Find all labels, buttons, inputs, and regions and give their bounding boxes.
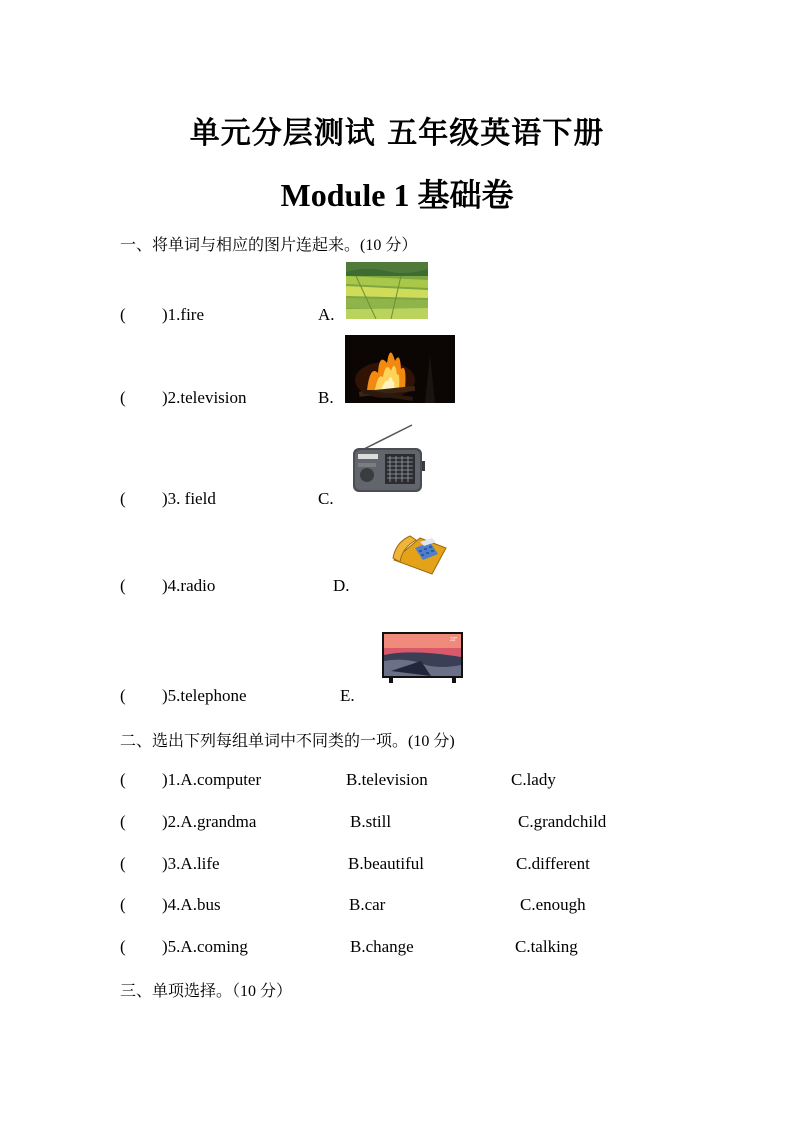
subtitle-volume: 基础卷 bbox=[417, 176, 514, 214]
s2-item2-b: B.still bbox=[350, 812, 392, 831]
s1-item5-paren[interactable]: ( bbox=[120, 686, 126, 705]
s2-item5-a: )5.A.coming bbox=[162, 937, 248, 956]
s2-item2-paren[interactable]: ( bbox=[120, 812, 126, 831]
s2-item4-paren[interactable]: ( bbox=[120, 895, 126, 914]
subtitle-module: Module 1 bbox=[280, 177, 418, 213]
s2-item5-c: C.talking bbox=[515, 937, 578, 956]
page-subtitle bbox=[0, 170, 794, 216]
s1-item4-paren[interactable]: ( bbox=[120, 576, 126, 595]
s2-item1-a: )1.A.computer bbox=[162, 770, 262, 789]
s1-item3-paren[interactable]: ( bbox=[120, 489, 126, 508]
field-picture bbox=[346, 262, 428, 319]
s2-item3-paren[interactable]: ( bbox=[120, 854, 126, 873]
s1-item3-word: )3. field bbox=[162, 489, 216, 508]
section1-heading-text: 一、将单词与相应的图片连起来。 bbox=[120, 235, 361, 254]
section1-heading bbox=[120, 232, 417, 255]
telephone-picture-svg bbox=[390, 528, 448, 578]
section1-score: (10 分） bbox=[360, 237, 418, 254]
fire-picture-svg bbox=[345, 335, 455, 403]
section3-heading-text: 三、单项选择。 bbox=[120, 981, 233, 1000]
s2-item4-a: )4.A.bus bbox=[162, 895, 221, 914]
section2-heading bbox=[120, 728, 455, 751]
s2-item2-a: )2.A.grandma bbox=[162, 812, 257, 831]
s2-item1-b: B.television bbox=[346, 770, 428, 789]
tv-size-badge: 32" bbox=[450, 637, 458, 643]
s2-item2-c: C.grandchild bbox=[518, 812, 607, 831]
s1-item2-word: )2.television bbox=[162, 388, 247, 407]
section2-heading-text: 二、选出下列每组单词中不同类的一项。 bbox=[120, 731, 409, 750]
telephone-picture bbox=[390, 528, 448, 578]
page-title: 单元分层测试 五年级英语下册 bbox=[189, 116, 605, 151]
s2-item4-b: B.car bbox=[349, 895, 386, 914]
s1-item2-paren[interactable]: ( bbox=[120, 388, 126, 407]
s1-option-a: A. bbox=[318, 305, 335, 324]
s2-item3-b: B.beautiful bbox=[348, 854, 425, 873]
s1-option-b: B. bbox=[318, 388, 334, 407]
s2-item3-c: C.different bbox=[516, 854, 590, 873]
s2-item5-paren[interactable]: ( bbox=[120, 937, 126, 956]
s2-item1-paren[interactable]: ( bbox=[120, 770, 126, 789]
section3-score: （10 分） bbox=[232, 983, 293, 1000]
section3-heading bbox=[120, 978, 292, 1001]
s2-item4-c: C.enough bbox=[520, 895, 586, 914]
s1-item4-word: )4.radio bbox=[162, 576, 216, 595]
radio-picture-svg bbox=[350, 423, 425, 495]
television-picture bbox=[381, 631, 464, 684]
s2-item1-c: C.lady bbox=[511, 770, 556, 789]
s1-item5-word: )5.telephone bbox=[162, 686, 247, 705]
radio-picture bbox=[350, 423, 425, 495]
s2-item3-a: )3.A.life bbox=[162, 854, 220, 873]
fire-picture bbox=[345, 335, 455, 403]
s1-option-d: D. bbox=[333, 576, 350, 595]
field-picture-svg bbox=[346, 262, 428, 319]
section2-score: (10 分) bbox=[408, 733, 455, 750]
s1-item1-paren[interactable]: ( bbox=[120, 305, 126, 324]
s1-option-e: E. bbox=[340, 686, 355, 705]
television-picture-svg bbox=[381, 631, 464, 684]
s1-option-c: C. bbox=[318, 489, 334, 508]
s2-item5-b: B.change bbox=[350, 937, 414, 956]
s1-item1-word: )1.fire bbox=[162, 305, 205, 324]
